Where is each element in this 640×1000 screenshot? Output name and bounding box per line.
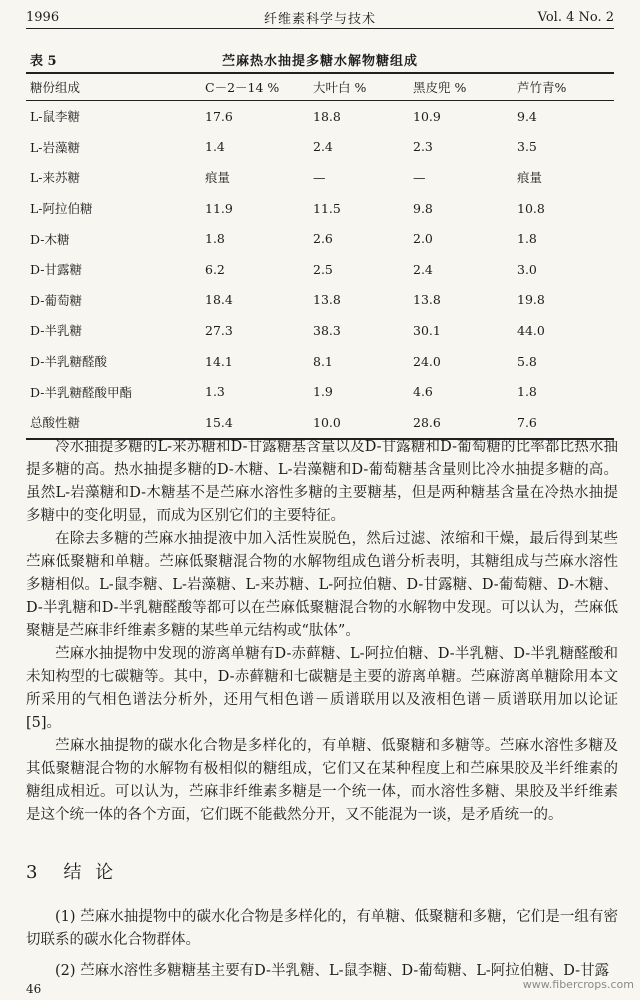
- value-cell: 38.3: [313, 322, 341, 338]
- column-header: 芦竹青%: [517, 80, 567, 95]
- column-header: 大叶白 %: [313, 80, 367, 95]
- value-cell: 14.1: [205, 353, 233, 369]
- sugar-name-cell: D-木糖: [30, 231, 70, 247]
- value-cell: 1.8: [517, 384, 537, 400]
- header-year: 1996: [26, 9, 60, 25]
- value-cell: 18.8: [313, 108, 341, 124]
- value-cell: 10.0: [313, 414, 341, 430]
- value-cell: 30.1: [413, 322, 441, 338]
- paragraph: 苎麻水抽提物中发现的游离单糖有D-赤藓糖、L-阿拉伯糖、D-半乳糖、D-半乳糖醛酸和未知构型的七碳糖等。其中，D-赤藓糖和七碳糖是主要的游离单糖。苎麻游离单糖除用本文所采用的气相色谱法分析外，还用气相色谱－质谱联用以及液相色谱－质谱联用加以论证[5]。: [26, 646, 618, 731]
- sugar-name-cell: D-半乳糖醛酸: [30, 354, 107, 370]
- value-cell: 8.1: [313, 353, 333, 369]
- paragraph: 冷水抽提多糖的L-来苏糖和D-甘露糖基含量以及D-甘露糖和D-葡萄糖的比率都比热水抽提多糖的高。热水抽提多糖的D-木糖、L-岩藻糖和D-葡萄糖基含量则比冷水抽提多糖的高。虽然L-岩藻糖和D-木糖基不是苎麻水溶性多糖的主要糖基，但是两种糖基含量在冷热水抽提多糖中的变化明显，而成为区别它们的主要特征。: [26, 439, 618, 524]
- paragraph: 苎麻水抽提物的碳水化合物是多样化的，有单糖、低聚糖和多糖等。苎麻水溶性多糖及其低聚糖混合物的水解物有极相似的糖组成，它们又在某种程度上和苎麻果胶及半纤维素的糖组成相近。可以认为，苎麻非纤维素多糖是一个统一体，而水溶性多糖、果胶及半纤维素是这个统一体的各个方面，它们既不能截然分开，又不能混为一谈，是矛盾统一的。: [26, 738, 618, 823]
- table-row: [26, 376, 614, 407]
- value-cell: 5.8: [517, 353, 537, 369]
- value-cell: 3.5: [517, 139, 537, 155]
- value-cell: 44.0: [517, 322, 545, 338]
- sugar-name-cell: D-葡萄糖: [30, 292, 82, 308]
- sugar-name-cell: L-岩藻糖: [30, 139, 81, 155]
- value-cell: —: [413, 169, 426, 185]
- value-cell: 1.9: [313, 384, 333, 400]
- table-title: 苎麻热水抽提多糖水解物糖组成: [221, 54, 418, 69]
- value-cell: 2.3: [413, 139, 433, 155]
- value-cell: 2.0: [413, 231, 433, 247]
- header-rule: [26, 28, 614, 29]
- table-row: [26, 285, 614, 316]
- sugar-name-cell: L-阿拉伯糖: [30, 201, 93, 217]
- table-row: [26, 162, 614, 193]
- value-cell: 19.8: [517, 292, 545, 308]
- paragraph: 在除去多糖的苎麻水抽提液中加入活性炭脱色，然后过滤、浓缩和干燥，最后得到某些苎麻低聚糖和单糖。苎麻低聚糖混合物的水解物组成色谱分析表明，其糖组成与苎麻水溶性多糖相似。L-鼠李糖、L-岩藻糖、L-来苏糖、L-阿拉伯糖、D-甘露糖、D-葡萄糖、D-木糖、D-半乳糖和D-半乳糖醛酸等都可以在苎麻低聚糖混合物的水解物中发现。可以认为，苎麻低聚糖是苎麻非纤维素多糖的某些单元结构或“肽体”。: [26, 531, 618, 639]
- value-cell: 13.8: [413, 292, 441, 308]
- value-cell: 18.4: [205, 292, 233, 308]
- value-cell: —: [313, 169, 326, 185]
- value-cell: 4.6: [413, 384, 433, 400]
- table-row: [26, 101, 614, 132]
- value-cell: 10.8: [517, 200, 545, 216]
- page-number: 46: [26, 982, 42, 996]
- conclusion-item: (1) 苎麻水抽提物中的碳水化合物是多样化的，有单糖、低聚糖和多糖，它们是一组有密切联系的碳水化合物群体。: [26, 909, 618, 948]
- table-label: 表 5: [30, 54, 57, 69]
- section-number: 3: [26, 862, 42, 883]
- value-cell: 13.8: [313, 292, 341, 308]
- value-cell: 9.8: [413, 200, 433, 216]
- table-caption: [26, 50, 614, 70]
- journal-title: 纤维素科学与技术: [263, 11, 376, 27]
- table-row: [26, 193, 614, 224]
- table-header-row: [26, 73, 614, 101]
- table-row: [26, 254, 614, 285]
- value-cell: 10.9: [413, 108, 441, 124]
- sugar-name-cell: L-鼠李糖: [30, 109, 81, 125]
- sugar-name-cell: D-甘露糖: [30, 262, 82, 278]
- column-header: 糖份组成: [30, 80, 81, 95]
- column-header: C－2－14 %: [205, 80, 280, 95]
- value-cell: 24.0: [413, 353, 441, 369]
- section-heading: [26, 858, 139, 884]
- page-header: [26, 6, 614, 28]
- value-cell: 15.4: [205, 414, 233, 430]
- value-cell: 痕量: [517, 170, 543, 186]
- sugar-name-cell: 总酸性糖: [30, 415, 81, 431]
- value-cell: 28.6: [413, 414, 441, 430]
- table-row: [26, 223, 614, 254]
- value-cell: 27.3: [205, 322, 233, 338]
- table-body: [26, 101, 614, 439]
- value-cell: 2.5: [313, 261, 333, 277]
- table-row: [26, 132, 614, 163]
- value-cell: 1.3: [205, 384, 225, 400]
- watermark: www.fibercrops.com: [522, 978, 634, 991]
- table-row: [26, 315, 614, 346]
- table-row: [26, 346, 614, 377]
- sugar-name-cell: D-半乳糖: [30, 323, 82, 339]
- sugar-name-cell: D-半乳糖醛酸甲酯: [30, 384, 132, 400]
- value-cell: 2.6: [313, 231, 333, 247]
- value-cell: 17.6: [205, 108, 233, 124]
- section-title: 结 论: [63, 862, 118, 883]
- conclusion-item: (2) 苎麻水溶性多糖糖基主要有D-半乳糖、L-鼠李糖、D-葡萄糖、L-阿拉伯糖、D-甘露: [55, 963, 610, 979]
- value-cell: 痕量: [205, 170, 231, 186]
- table-row: [26, 407, 614, 439]
- value-cell: 1.4: [205, 139, 225, 155]
- value-cell: 11.9: [205, 200, 233, 216]
- value-cell: 7.6: [517, 414, 537, 430]
- value-cell: 1.8: [517, 231, 537, 247]
- body-text: [26, 436, 618, 827]
- column-header: 黑皮兜 %: [413, 80, 467, 95]
- sugar-name-cell: L-来苏糖: [30, 170, 81, 186]
- value-cell: 9.4: [517, 108, 537, 124]
- value-cell: 3.0: [517, 261, 537, 277]
- value-cell: 2.4: [413, 261, 433, 277]
- value-cell: 2.4: [313, 139, 333, 155]
- value-cell: 11.5: [313, 200, 341, 216]
- sugar-composition-table: [26, 72, 614, 440]
- value-cell: 6.2: [205, 261, 225, 277]
- volume-issue: Vol. 4 No. 2: [537, 9, 614, 25]
- value-cell: 1.8: [205, 231, 225, 247]
